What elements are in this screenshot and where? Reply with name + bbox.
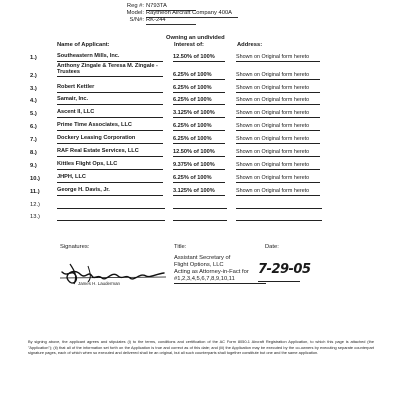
applicant-name: Samair, Inc. (57, 97, 163, 105)
interest-value: 9.375% of 100% (173, 162, 225, 170)
address-value: Shown on Original form hereto (236, 188, 320, 196)
empty-address-line (236, 208, 322, 209)
applicant-name: JHPH, LLC (57, 175, 163, 183)
applicant-name: Kittles Flight Ops, LLC (57, 162, 163, 170)
title-block (174, 255, 266, 283)
reg-value: N793TA (146, 3, 196, 11)
interest-column-header: Interest of: (174, 42, 204, 48)
table-row (0, 109, 400, 121)
interest-value: 6.25% of 100% (173, 85, 225, 93)
row-number: 9.) (30, 163, 37, 169)
model-value: Raytheon Aircraft Company 400A (146, 10, 238, 18)
empty-interest-line (173, 208, 227, 209)
address-value: Shown on Original form hereto (236, 175, 320, 183)
table-row (0, 96, 400, 108)
interest-value: 6.25% of 100% (173, 72, 225, 80)
address-value: Shown on Original form hereto (236, 162, 320, 170)
row-number: 3.) (30, 86, 37, 92)
address-column-header: Address: (237, 42, 263, 48)
title-line: Flight Options, LLC (174, 262, 224, 268)
row-number: 6.) (30, 124, 37, 130)
applicant-name: Robert Kettler (57, 85, 163, 93)
handwritten-date: 7-29-05 (258, 262, 311, 277)
title-line: Assistant Secretary of (174, 255, 231, 261)
interest-value: 6.25% of 100% (173, 175, 225, 183)
row-number: 1.) (30, 55, 37, 61)
table-row-empty (0, 200, 400, 212)
interest-header-line1: Owning an undivided (166, 35, 225, 41)
row-number: 8.) (30, 150, 37, 156)
interest-value: 12.50% of 100% (173, 149, 225, 157)
empty-name-line (57, 208, 165, 209)
address-value: Shown on Original form hereto (236, 54, 320, 62)
interest-value: 3.125% of 100% (173, 110, 225, 118)
applicant-name: George H. Davis, Jr. (57, 188, 163, 196)
table-row (0, 135, 400, 147)
reg-label: Reg #: (126, 3, 144, 9)
row-number: 4.) (30, 98, 37, 104)
title-label: Title: (174, 244, 187, 250)
model-label: Model: (126, 10, 144, 16)
table-row (0, 161, 400, 173)
row-number: 7.) (30, 137, 37, 143)
table-row (0, 122, 400, 134)
row-number: 11.) (30, 189, 40, 195)
row-number: 13.) (30, 214, 40, 220)
sn-value: RK-244 (146, 17, 196, 25)
empty-address-line (236, 220, 322, 221)
address-value: Shown on Original form hereto (236, 123, 320, 131)
row-number: 5.) (30, 111, 37, 117)
interest-value: 12.50% of 100% (173, 54, 225, 62)
row-number: 10.) (30, 176, 40, 182)
row-number: 12.) (30, 202, 40, 208)
table-row (0, 187, 400, 199)
address-value: Shown on Original form hereto (236, 149, 320, 157)
title-line: #1,2,3,4,5,6,7,8,9,10,11 (174, 276, 235, 282)
legal-fineprint: By signing above, the applicant agrees and stipulates (i) to the terms, conditions and certification of the AC Form 8050-1 Aircraft Registration Application, to which this page is attached (the "Application"); (ii) that all of the information set forth on the Application is true and correct as of this date; and (iii) the Application may be executed by the co-owners by executing separate counterpart signature pages, each of which when so executed and delivered shall be an original, but all such counterparts shall together constitute but one and the same application. (28, 339, 374, 355)
applicant-column-header: Name of Applicant: (57, 42, 110, 48)
applicant-name: Prime Time Associates, LLC (57, 123, 163, 131)
address-value: Shown on Original form hereto (236, 136, 320, 144)
address-value: Shown on Original form hereto (236, 97, 320, 105)
serial-number-line (118, 17, 196, 25)
applicant-name: Southeastern Mills, Inc. (57, 54, 163, 62)
table-row (0, 84, 400, 96)
address-value: Shown on Original form hereto (236, 72, 320, 80)
interest-value: 6.25% of 100% (173, 97, 225, 105)
sn-label: S/N#: (129, 17, 144, 23)
table-row (0, 148, 400, 160)
table-row (0, 174, 400, 186)
title-line: Acting as Attorney-in-Fact for (174, 269, 249, 275)
empty-name-line (57, 220, 165, 221)
date-label: Date: (265, 244, 279, 250)
address-value: Shown on Original form hereto (236, 85, 320, 93)
applicant-name: RAF Real Estate Services, LLC (57, 149, 163, 157)
row-number: 2.) (30, 73, 37, 79)
signatures-label: Signatures: (60, 244, 90, 250)
date-underline (258, 281, 300, 282)
applicant-name: Anthony Zingale & Teresa M. Zingale - Trustees (57, 64, 163, 77)
interest-value: 3.125% of 100% (173, 188, 225, 196)
interest-value: 6.25% of 100% (173, 123, 225, 131)
interest-value: 6.25% of 100% (173, 136, 225, 144)
address-value: Shown on Original form hereto (236, 110, 320, 118)
title-underline (174, 283, 266, 284)
signer-printed-name: James H. Lauderman (78, 281, 120, 286)
table-row (0, 63, 400, 83)
table-row-empty (0, 212, 400, 224)
applicant-name: Dockery Leasing Corporation (57, 136, 163, 144)
empty-interest-line (173, 220, 227, 221)
applicant-name: Ascent II, LLC (57, 110, 163, 118)
